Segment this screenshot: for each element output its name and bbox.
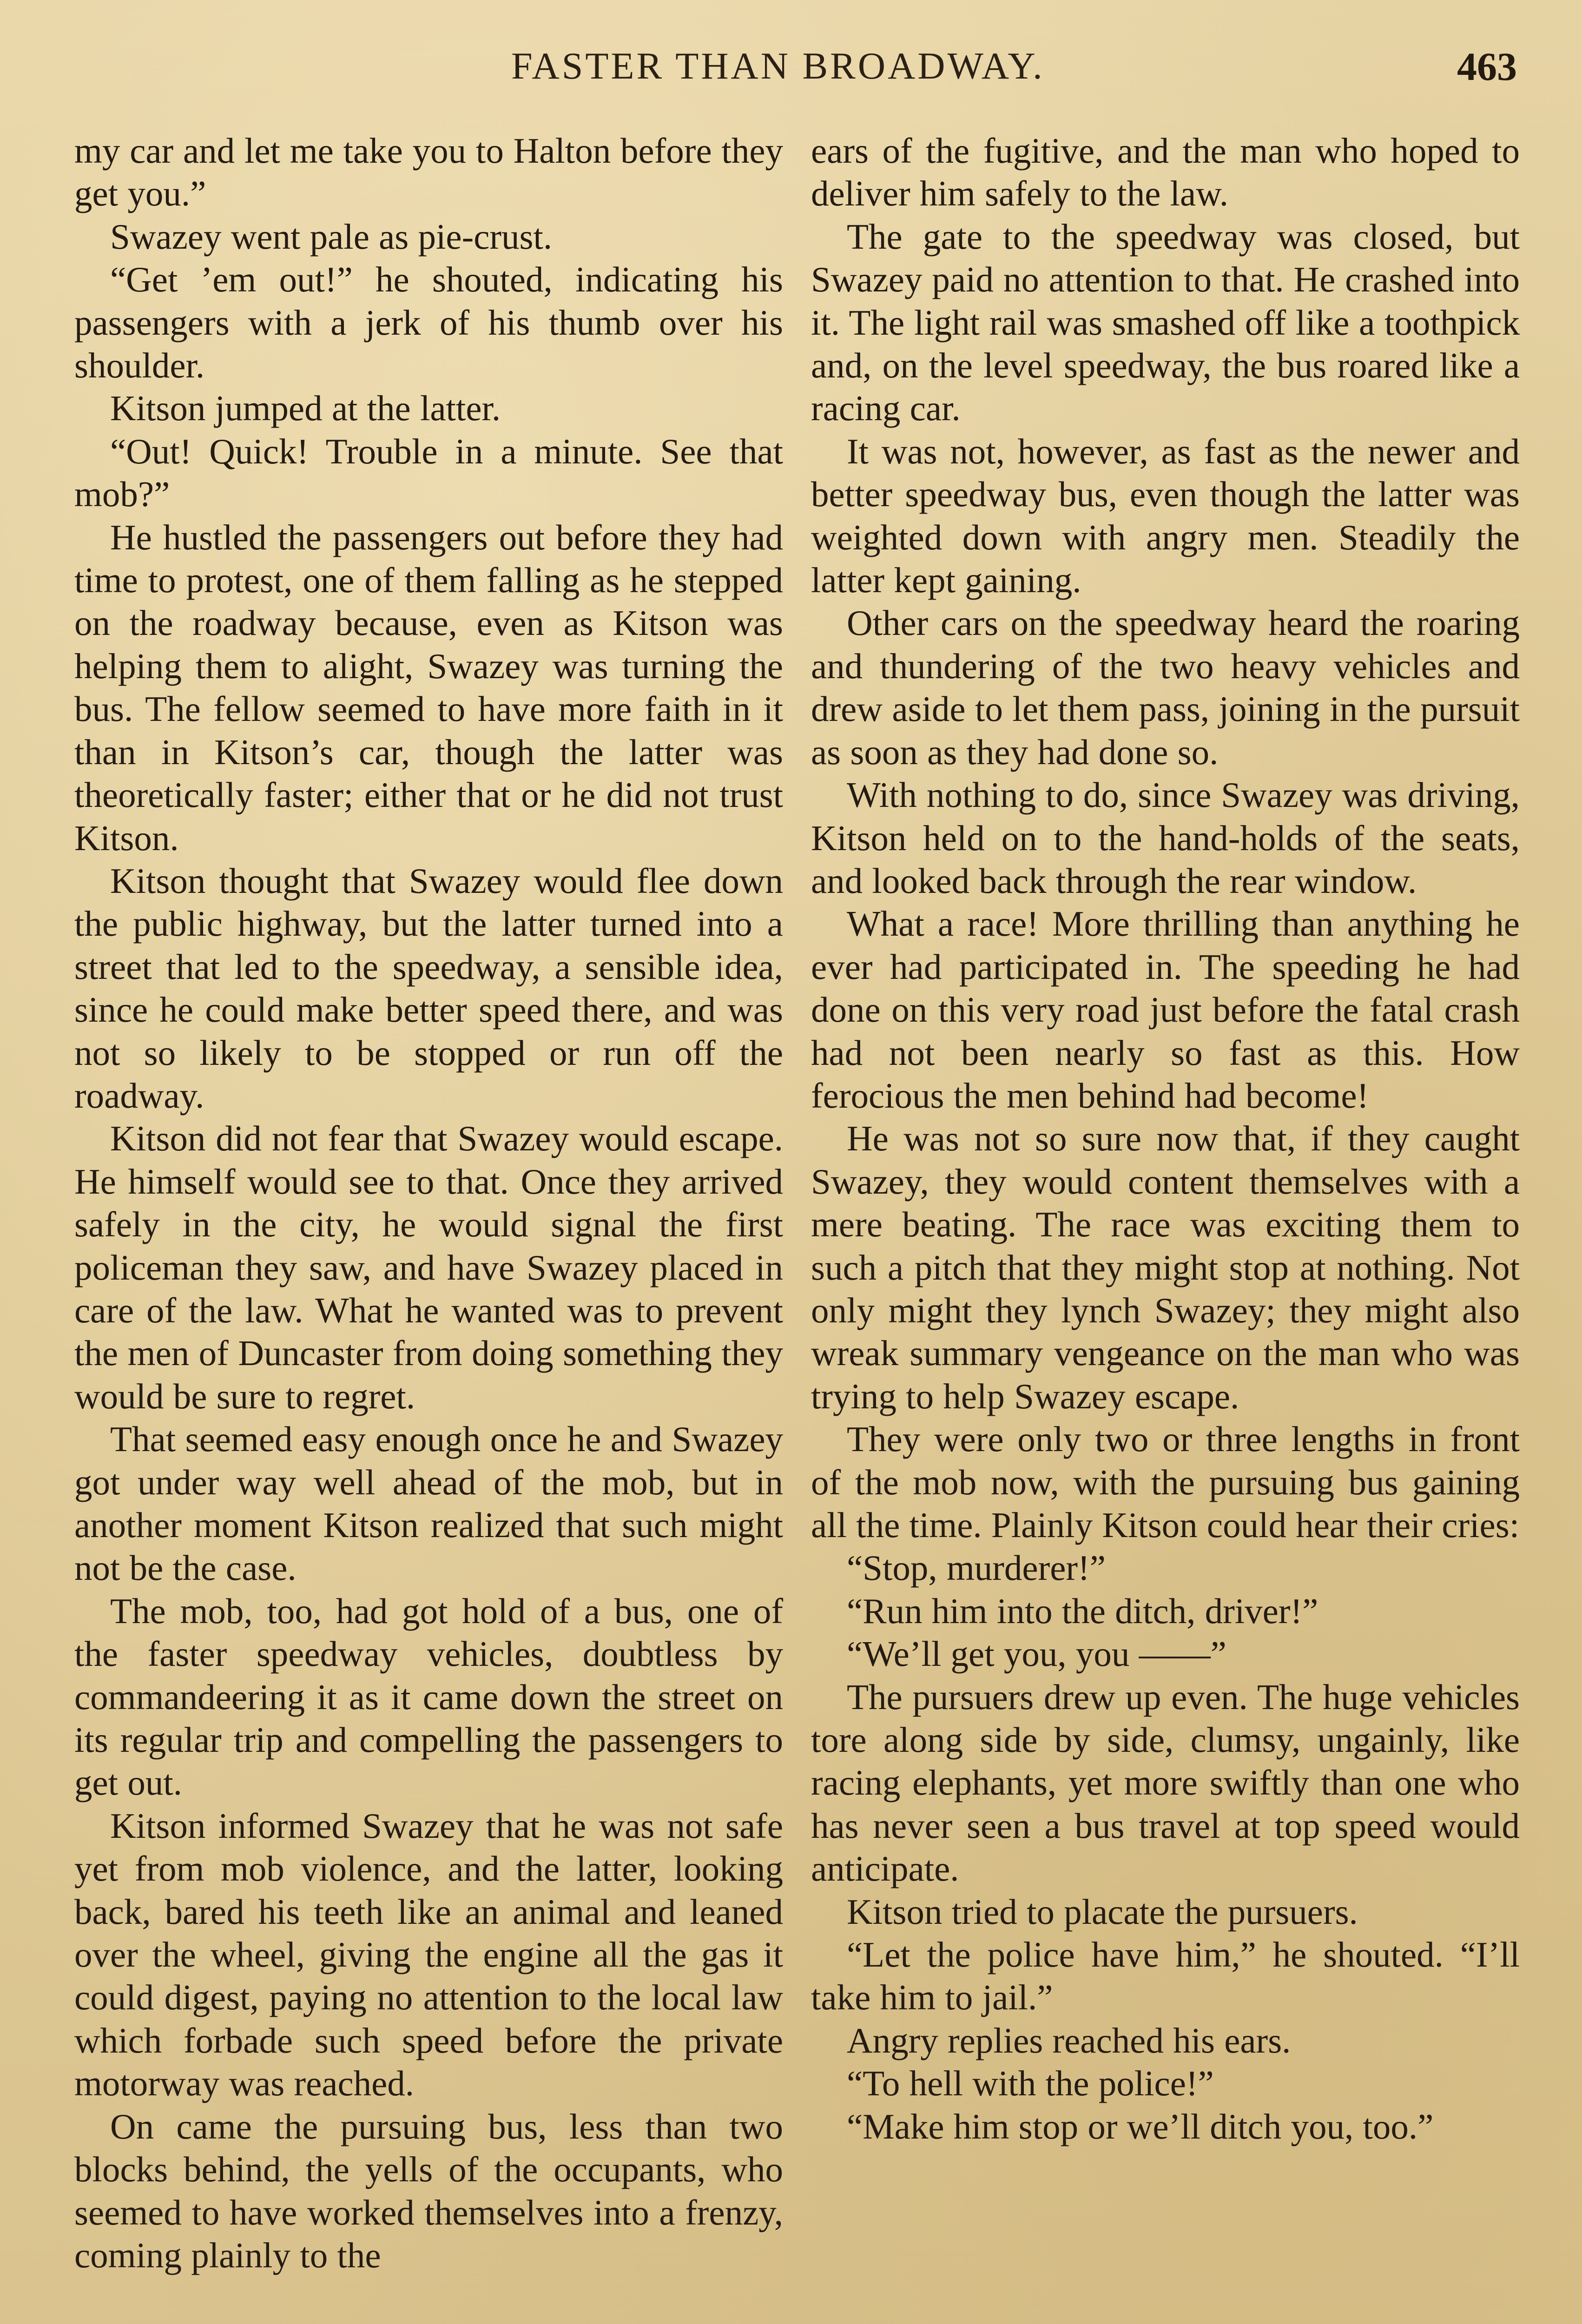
paragraph: “Stop, murderer!”	[847, 1548, 1106, 1588]
paragraph: On came the pursuing bus, less than two blocks behind, the yells of the occupants, who seemed to have worked themselves into a frenzy, coming plainly to the	[74, 2106, 783, 2275]
paragraph: Angry replies reached his ears.	[847, 2020, 1291, 2060]
paragraph: That seemed easy enough once he and Swazey got under way well ahead of the mob, but in another moment Kitson realized that such might not be the case.	[74, 1419, 783, 1588]
paragraph: He hustled the passengers out before they had time to protest, one of them falling as he stepped on the roadway because, even as Kitson was helping them to alight, Swazey was turning the bus. The fellow seemed to have more faith in it than in Kitson’s car, though the latter was theoretically faster; either that or he did not trust Kitson.	[74, 517, 783, 858]
paragraph: Other cars on the speedway heard the roaring and thundering of the two heavy vehicles and drew aside to let them pass, joining in the pursuit as soon as they had done so.	[811, 603, 1520, 772]
paragraph: Kitson did not fear that Swazey would escape. He himself would see to that. Once they arrived safely in the city, he would signal the first policeman they saw, and have Swazey placed in care of the law. What he wanted was to prevent the men of Duncaster from doing something they would be sure to regret.	[74, 1118, 783, 1416]
paragraph: Swazey went pale as pie-crust.	[110, 216, 553, 257]
paragraph: Kitson thought that Swazey would flee down the public highway, but the latter turned into a street that led to the speedway, a sensible idea, since he could make better speed there, and was not so likely to be stopped or run off the roadway.	[74, 860, 783, 1116]
paragraph: “We’ll get you, you ——”	[847, 1634, 1226, 1674]
paragraph: Kitson informed Swazey that he was not safe yet from mob violence, and the latter, looking back, bared his teeth like an animal and leaned over the wheel, giving the engine all the gas it could digest, paying no attention to the local law which forbade such speed before the private motorway was reached.	[74, 1805, 783, 2104]
paragraph: “Out! Quick! Trouble in a minute. See that mob?”	[74, 431, 783, 515]
paragraph: “Run him into the ditch, driver!”	[847, 1591, 1318, 1631]
right-text-column	[811, 129, 1520, 2148]
paragraph: “Make him stop or we’ll ditch you, too.”	[847, 2106, 1434, 2146]
paragraph: The pursuers drew up even. The huge vehicles tore along side by side, clumsy, ungainly, like racing elephants, yet more swiftly than one who has never seen a bus travel at top speed would anticipate.	[811, 1677, 1520, 1889]
paragraph: The gate to the speedway was closed, but Swazey paid no attention to that. He crashed into it. The light rail was smashed off like a toothpick and, on the level speedway, the bus roared like a racing car.	[811, 216, 1520, 429]
page-header	[0, 44, 1582, 100]
paragraph: He was not so sure now that, if they caught Swazey, they would content themselves with a mere beating. The race was exciting them to such a pitch that they might stop at nothing. Not only might they lynch Swazey; they might also wreak summary vengeance on the man who was trying to help Swazey escape.	[811, 1118, 1520, 1416]
paragraph: With nothing to do, since Swazey was driving, Kitson held on to the hand-holds of the seats, and looked back through the rear window.	[811, 775, 1520, 901]
paragraph: ears of the fugitive, and the man who hoped to deliver him safely to the law.	[811, 131, 1520, 214]
paragraph: What a race! More thrilling than anything he ever had participated in. The speeding he had done on this very road just before the fatal crash had not been nearly so fast as this. How ferocious the men behind had become!	[811, 904, 1520, 1116]
paragraph: Kitson jumped at the latter.	[110, 388, 501, 429]
paragraph: The mob, too, had got hold of a bus, one of the faster speedway vehicles, doubtless by commandeering it as it came down the street on its regular trip and compelling the passengers to get out.	[74, 1591, 783, 1803]
paragraph: “Let the police have him,” he shouted. “I’ll take him to jail.”	[811, 1934, 1520, 2018]
paragraph: “To hell with the police!”	[847, 2063, 1214, 2104]
paragraph: my car and let me take you to Halton before they get you.”	[74, 131, 783, 214]
paragraph: They were only two or three lengths in front of the mob now, with the pursuing bus gaining all the time. Plainly Kitson could hear their cries:	[811, 1419, 1520, 1545]
page-number: 463	[1457, 44, 1517, 89]
paragraph: It was not, however, as fast as the newer and better speedway bus, even though the latter was weighted down with angry men. Steadily the latter kept gaining.	[811, 431, 1520, 601]
paragraph: “Get ’em out!” he shouted, indicating his passengers with a jerk of his thumb over his shoulder.	[74, 259, 783, 386]
running-title: FASTER THAN BROADWAY.	[511, 45, 1045, 87]
paragraph: Kitson tried to placate the pursuers.	[847, 1891, 1358, 1932]
left-text-column	[74, 129, 783, 2277]
